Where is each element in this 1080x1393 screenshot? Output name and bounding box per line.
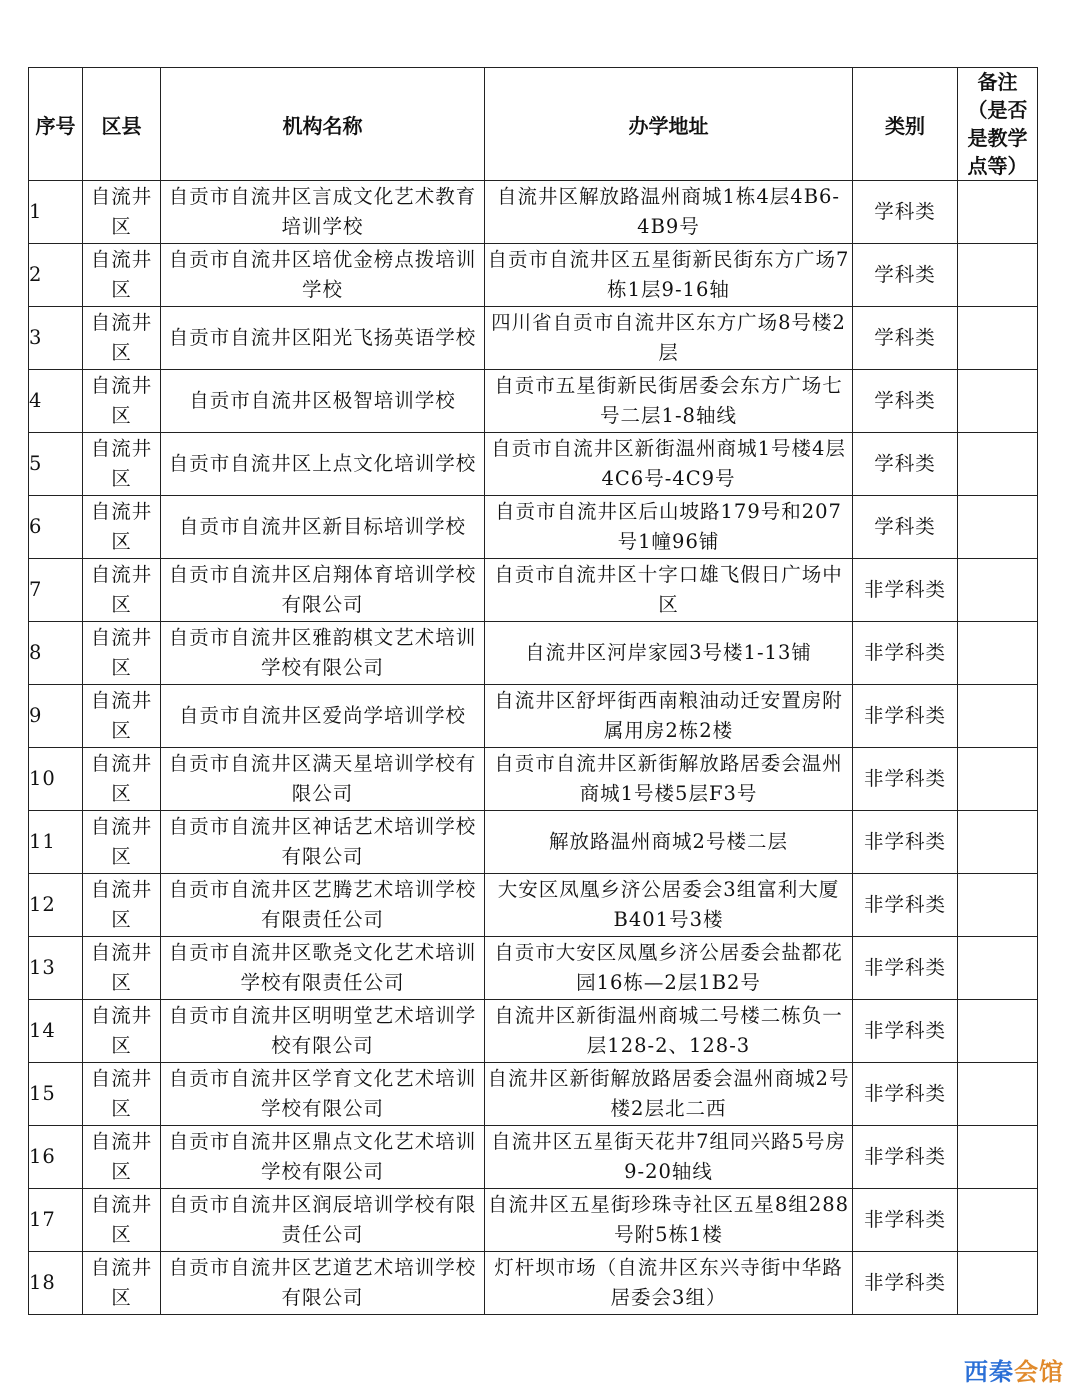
cell-district: 自流井区 — [83, 1126, 161, 1189]
cell-name: 自贡市自流井区鼎点文化艺术培训学校有限公司 — [161, 1126, 485, 1189]
cell-category: 学科类 — [853, 181, 958, 244]
cell-seq: 15 — [29, 1063, 83, 1126]
cell-seq: 7 — [29, 559, 83, 622]
cell-seq: 1 — [29, 181, 83, 244]
cell-district: 自流井区 — [83, 937, 161, 1000]
cell-remark — [958, 874, 1038, 937]
header-row — [29, 68, 1038, 181]
cell-district: 自流井区 — [83, 181, 161, 244]
cell-address: 自流井区解放路温州商城1栋4层4B6-4B9号 — [485, 181, 853, 244]
cell-category: 非学科类 — [853, 937, 958, 1000]
cell-district: 自流井区 — [83, 559, 161, 622]
table-row — [29, 244, 1038, 307]
cell-district: 自流井区 — [83, 874, 161, 937]
cell-remark — [958, 370, 1038, 433]
cell-category: 非学科类 — [853, 874, 958, 937]
cell-remark — [958, 559, 1038, 622]
table-row — [29, 496, 1038, 559]
cell-seq: 16 — [29, 1126, 83, 1189]
cell-address: 自流井区五星街天花井7组同兴路5号房9-20轴线 — [485, 1126, 853, 1189]
cell-address: 自流井区新街解放路居委会温州商城2号楼2层北二西 — [485, 1063, 853, 1126]
cell-seq: 3 — [29, 307, 83, 370]
cell-district: 自流井区 — [83, 1063, 161, 1126]
cell-category: 学科类 — [853, 307, 958, 370]
cell-address: 四川省自贡市自流井区东方广场8号楼2层 — [485, 307, 853, 370]
cell-name: 自贡市自流井区言成文化艺术教育培训学校 — [161, 181, 485, 244]
cell-address: 自贡市自流井区新街解放路居委会温州商城1号楼5层F3号 — [485, 748, 853, 811]
table-row — [29, 559, 1038, 622]
cell-district: 自流井区 — [83, 1000, 161, 1063]
table-row — [29, 370, 1038, 433]
cell-name: 自贡市自流井区上点文化培训学校 — [161, 433, 485, 496]
cell-name: 自贡市自流井区满天星培训学校有限公司 — [161, 748, 485, 811]
header-district: 区县 — [83, 68, 161, 181]
cell-name: 自贡市自流井区润辰培训学校有限责任公司 — [161, 1189, 485, 1252]
cell-category: 学科类 — [853, 370, 958, 433]
cell-name: 自贡市自流井区新目标培训学校 — [161, 496, 485, 559]
table-row — [29, 685, 1038, 748]
cell-category: 非学科类 — [853, 1252, 958, 1315]
cell-remark — [958, 1126, 1038, 1189]
header-remark: 备注（是否是教学点等） — [958, 68, 1038, 181]
cell-category: 非学科类 — [853, 622, 958, 685]
cell-district: 自流井区 — [83, 244, 161, 307]
header-seq: 序号 — [29, 68, 83, 181]
cell-seq: 17 — [29, 1189, 83, 1252]
table-row — [29, 1063, 1038, 1126]
cell-address: 自流井区舒坪街西南粮油动迁安置房附属用房2栋2楼 — [485, 685, 853, 748]
cell-name: 自贡市自流井区启翔体育培训学校有限公司 — [161, 559, 485, 622]
cell-category: 非学科类 — [853, 559, 958, 622]
header-address: 办学地址 — [485, 68, 853, 181]
cell-seq: 10 — [29, 748, 83, 811]
cell-name: 自贡市自流井区神话艺术培训学校有限公司 — [161, 811, 485, 874]
cell-district: 自流井区 — [83, 1252, 161, 1315]
cell-category: 非学科类 — [853, 1126, 958, 1189]
cell-name: 自贡市自流井区艺腾艺术培训学校有限责任公司 — [161, 874, 485, 937]
cell-seq: 11 — [29, 811, 83, 874]
cell-address: 自贡市五星街新民街居委会东方广场七号二层1-8轴线 — [485, 370, 853, 433]
cell-district: 自流井区 — [83, 748, 161, 811]
cell-name: 自贡市自流井区歌尧文化艺术培训学校有限责任公司 — [161, 937, 485, 1000]
cell-address: 自贡市自流井区十字口雄飞假日广场中区 — [485, 559, 853, 622]
cell-remark — [958, 1252, 1038, 1315]
table-row — [29, 1126, 1038, 1189]
cell-address: 自贡市自流井区五星街新民街东方广场7栋1层9-16轴 — [485, 244, 853, 307]
cell-seq: 8 — [29, 622, 83, 685]
cell-category: 非学科类 — [853, 1189, 958, 1252]
cell-remark — [958, 307, 1038, 370]
cell-seq: 13 — [29, 937, 83, 1000]
cell-address: 自流井区五星街珍珠寺社区五星8组288号附5栋1楼 — [485, 1189, 853, 1252]
cell-name: 自贡市自流井区极智培训学校 — [161, 370, 485, 433]
cell-remark — [958, 937, 1038, 1000]
cell-seq: 4 — [29, 370, 83, 433]
cell-remark — [958, 811, 1038, 874]
cell-remark — [958, 1189, 1038, 1252]
cell-category: 学科类 — [853, 244, 958, 307]
cell-remark — [958, 496, 1038, 559]
table-row — [29, 937, 1038, 1000]
cell-district: 自流井区 — [83, 622, 161, 685]
cell-address: 自贡市自流井区新街温州商城1号楼4层4C6号-4C9号 — [485, 433, 853, 496]
table-row — [29, 1189, 1038, 1252]
cell-address: 自流井区河岸家园3号楼1-13铺 — [485, 622, 853, 685]
watermark-part2: 会馆 — [1014, 1358, 1064, 1386]
cell-name: 自贡市自流井区培优金榜点拨培训学校 — [161, 244, 485, 307]
cell-address: 灯杆坝市场（自流井区东兴寺街中华路居委会3组） — [485, 1252, 853, 1315]
cell-category: 非学科类 — [853, 748, 958, 811]
table-row — [29, 874, 1038, 937]
cell-seq: 6 — [29, 496, 83, 559]
cell-district: 自流井区 — [83, 496, 161, 559]
cell-district: 自流井区 — [83, 811, 161, 874]
cell-category: 非学科类 — [853, 1000, 958, 1063]
table-body — [29, 181, 1038, 1315]
cell-address: 自流井区新街温州商城二号楼二栋负一层128-2、128-3 — [485, 1000, 853, 1063]
cell-remark — [958, 433, 1038, 496]
cell-category: 非学科类 — [853, 685, 958, 748]
cell-category: 非学科类 — [853, 811, 958, 874]
cell-remark — [958, 181, 1038, 244]
cell-seq: 12 — [29, 874, 83, 937]
cell-district: 自流井区 — [83, 307, 161, 370]
cell-seq: 5 — [29, 433, 83, 496]
table-row — [29, 748, 1038, 811]
training-institutions-table — [28, 67, 1038, 1315]
cell-address: 解放路温州商城2号楼二层 — [485, 811, 853, 874]
table-row — [29, 181, 1038, 244]
cell-category: 非学科类 — [853, 1063, 958, 1126]
cell-name: 自贡市自流井区学育文化艺术培训学校有限公司 — [161, 1063, 485, 1126]
cell-name: 自贡市自流井区明明堂艺术培训学校有限公司 — [161, 1000, 485, 1063]
header-category: 类别 — [853, 68, 958, 181]
cell-address: 自贡市大安区凤凰乡济公居委会盐都花园16栋—2层1B2号 — [485, 937, 853, 1000]
cell-category: 学科类 — [853, 433, 958, 496]
table-row — [29, 622, 1038, 685]
cell-category: 学科类 — [853, 496, 958, 559]
cell-name: 自贡市自流井区阳光飞扬英语学校 — [161, 307, 485, 370]
cell-name: 自贡市自流井区爱尚学培训学校 — [161, 685, 485, 748]
cell-remark — [958, 1063, 1038, 1126]
table-row — [29, 433, 1038, 496]
cell-district: 自流井区 — [83, 1189, 161, 1252]
cell-seq: 18 — [29, 1252, 83, 1315]
header-name: 机构名称 — [161, 68, 485, 181]
cell-remark — [958, 1000, 1038, 1063]
table-row — [29, 1000, 1038, 1063]
watermark-part1: 西秦 — [964, 1358, 1014, 1386]
cell-name: 自贡市自流井区雅韵棋文艺术培训学校有限公司 — [161, 622, 485, 685]
cell-name: 自贡市自流井区艺道艺术培训学校有限公司 — [161, 1252, 485, 1315]
cell-remark — [958, 622, 1038, 685]
cell-seq: 9 — [29, 685, 83, 748]
table-row — [29, 811, 1038, 874]
cell-address: 自贡市自流井区后山坡路179号和207号1幢96铺 — [485, 496, 853, 559]
cell-remark — [958, 685, 1038, 748]
cell-remark — [958, 244, 1038, 307]
cell-address: 大安区凤凰乡济公居委会3组富利大厦B401号3楼 — [485, 874, 853, 937]
cell-seq: 14 — [29, 1000, 83, 1063]
cell-seq: 2 — [29, 244, 83, 307]
table-row — [29, 307, 1038, 370]
cell-district: 自流井区 — [83, 685, 161, 748]
cell-remark — [958, 748, 1038, 811]
cell-district: 自流井区 — [83, 433, 161, 496]
cell-district: 自流井区 — [83, 370, 161, 433]
table-row — [29, 1252, 1038, 1315]
watermark-logo — [964, 1352, 1064, 1387]
